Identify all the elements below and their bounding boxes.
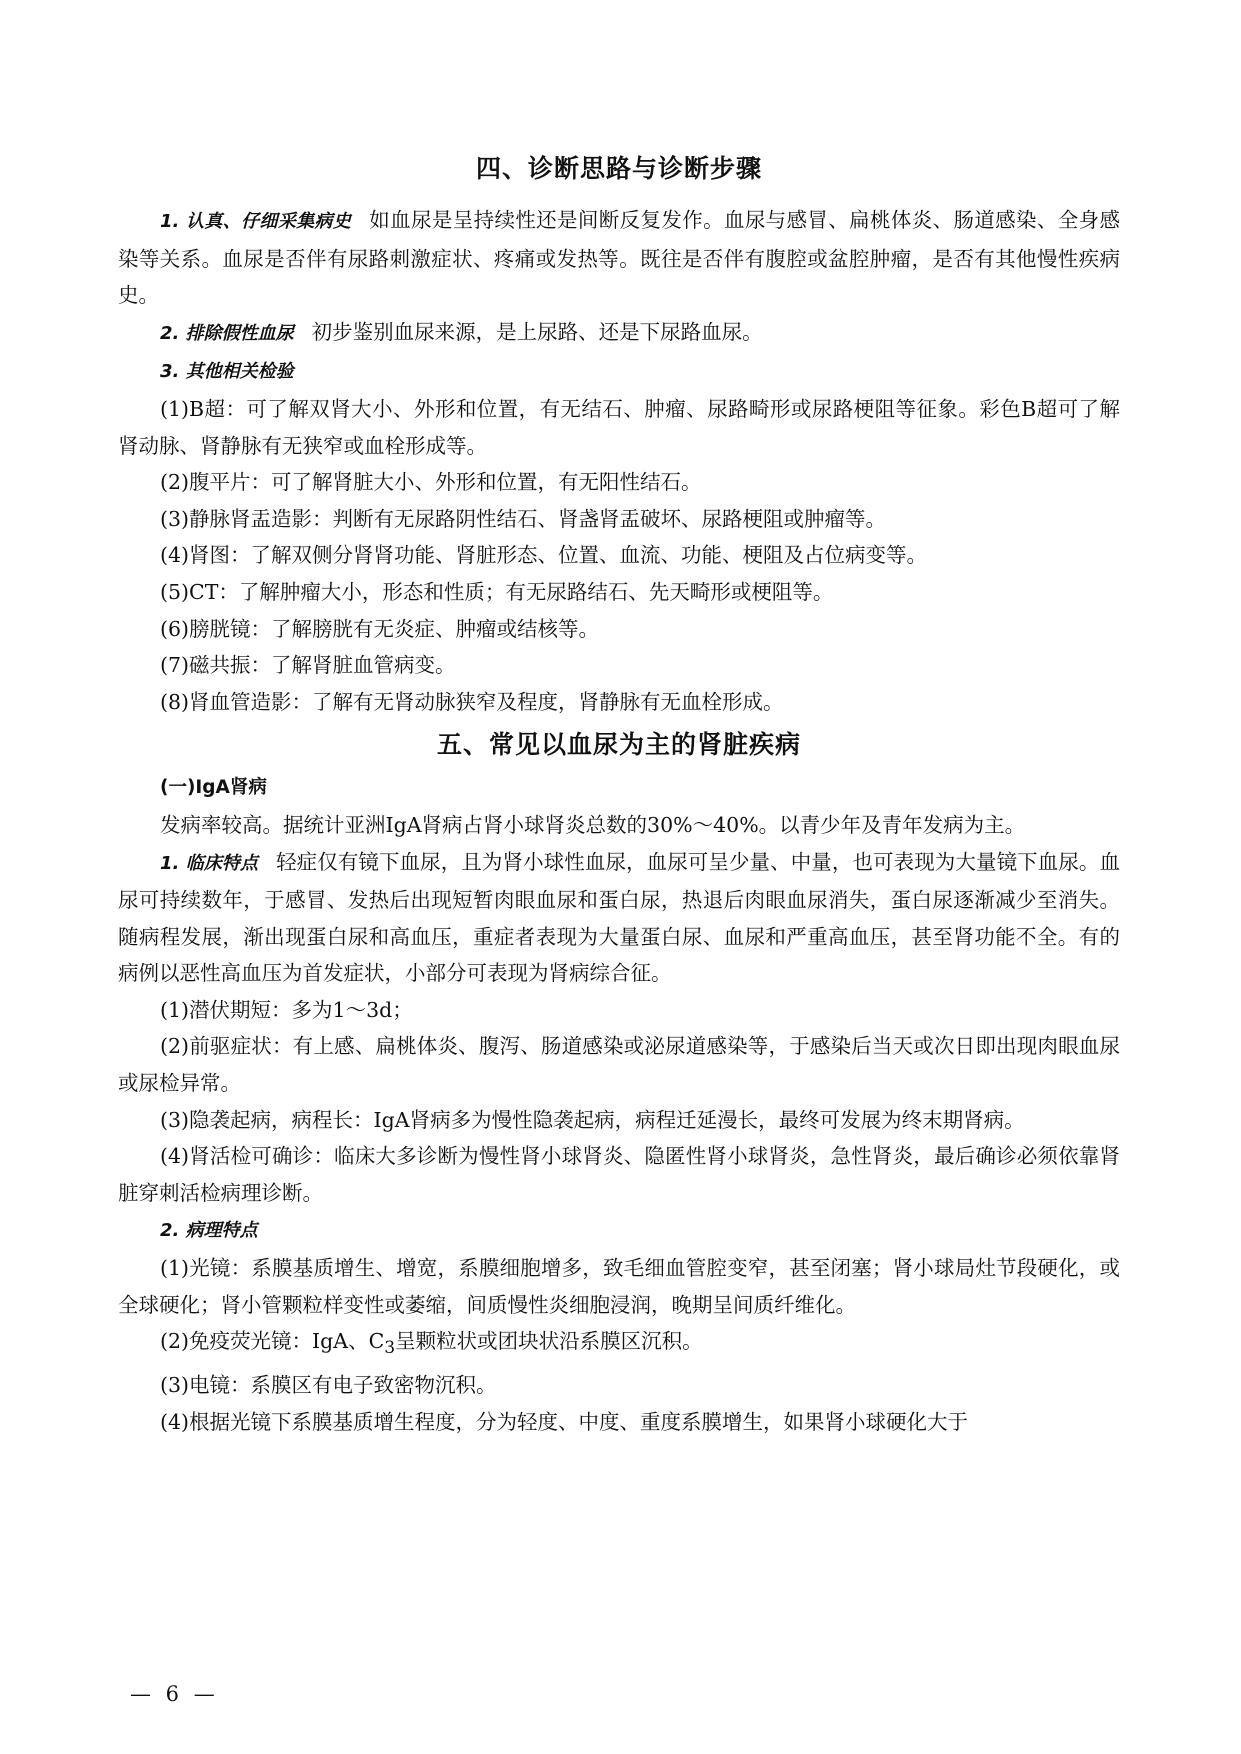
clinical-heading: 1. 临床特点	[160, 852, 259, 874]
item-text-exclude: 初步鉴别血尿来源，是上尿路、还是下尿路血尿。	[311, 319, 763, 344]
disease-intro: 发病率较高。据统计亚洲IgA肾病占肾小球肾炎总数的30%～40%。以青少年及青年发病为主。	[160, 812, 1026, 837]
immunofluorescence-suffix: 呈颗粒状或团块状沿系膜区沉积。	[395, 1329, 703, 1354]
clinical-item-prodrome: (2)前驱症状：有上感、扁桃体炎、腹泻、肠道感染或泌尿道感染等，于感染后当天或次日即出现肉眼血尿或尿检异常。	[118, 1034, 1120, 1096]
test-item-cystoscopy: (6)膀胱镜：了解膀胱有无炎症、肿瘤或结核等。	[160, 616, 600, 641]
paragraph-other-tests-heading	[118, 352, 1120, 391]
paragraph-clinical-features	[118, 844, 1120, 992]
paragraph-history	[118, 202, 1120, 314]
immunofluorescence-prefix: (2)免疫荧光镜：IgA、C	[160, 1329, 385, 1354]
section-5-title: 五、常见以血尿为主的肾脏疾病	[436, 730, 801, 760]
paragraph-exclude-false-hematuria	[118, 314, 1120, 353]
page-body	[118, 150, 1120, 1440]
pathology-item-light-microscopy: (1)光镜：系膜基质增生、增宽，系膜细胞增多，致毛细血管腔变窄，甚至闭塞；肾小球局灶节段硬化，或全球硬化；肾小管颗粒样变性或萎缩，间质慢性炎细胞浸润，晚期呈间质纤维化。	[118, 1256, 1120, 1317]
section-4-title: 四、诊断思路与诊断步骤	[475, 154, 762, 183]
disease-heading-paragraph	[118, 768, 1120, 807]
disease-heading: (一)IgA肾病	[160, 777, 267, 799]
item-heading-history: 1. 认真、仔细采集病史	[160, 211, 352, 232]
test-item-abdominal-xray: (2)腹平片：可了解肾脏大小、外形和位置，有无阳性结石。	[160, 470, 702, 495]
clinical-item-insidious-onset: (3)隐袭起病，病程长：IgA肾病多为慢性隐袭起病，病程迁延漫长，最终可发展为终末期肾病。	[160, 1107, 1025, 1132]
paragraph-pathology-heading	[118, 1211, 1120, 1250]
clinical-text: 轻症仅有镜下血尿，且为肾小球性血尿，血尿可呈少量、中量，也可表现为大量镜下血尿。血尿可持续数年，于感冒、发热后出现短暂肉眼血尿和蛋白尿，热退后肉眼血尿消失，蛋白尿逐渐减少至消失。随病程发展，渐出现蛋白尿和高血压，重症者表现为大量蛋白尿、血尿和严重高血压，甚至肾功能不全。有的病例以恶性高血压为首发症状，小部分可表现为肾病综合征。	[118, 849, 1120, 986]
item-text-history: 如血尿是呈持续性还是间断反复发作。血尿与感冒、扁桃体炎、肠道感染、全身感染等关系。血尿是否伴有尿路刺激症状、疼痛或发热等。既往是否伴有腹腔或盆腔肿瘤，是否有其他慢性疾病史。	[118, 208, 1120, 308]
immunofluorescence-subscript: 3	[384, 1338, 396, 1359]
pathology-item-electron-microscopy: (3)电镜：系膜区有电子致密物沉积。	[160, 1372, 497, 1397]
test-item-ivp: (3)静脉肾盂造影：判断有无尿路阴性结石、肾盏肾盂破坏、尿路梗阻或肿瘤等。	[160, 506, 887, 531]
test-item-b-ultrasound: (1)B超：可了解双肾大小、外形和位置，有无结石、肿瘤、尿路畸形或尿路梗阻等征象。彩色B超可了解肾动脉、肾静脉有无狭窄或血栓形成等。	[118, 396, 1120, 458]
page-number: — 6 —	[130, 1682, 219, 1706]
pathology-heading: 2. 病理特点	[160, 1220, 258, 1242]
test-item-angiography: (8)肾血管造影：了解有无肾动脉狭窄及程度，肾静脉有无血栓形成。	[160, 689, 784, 714]
clinical-item-biopsy: (4)肾活检可确诊：临床大多诊断为慢性肾小球肾炎、隐匿性肾小球肾炎，急性肾炎，最后确诊必须依靠肾脏穿刺活检病理诊断。	[118, 1144, 1120, 1205]
test-item-mri: (7)磁共振：了解肾脏血管病变。	[160, 653, 456, 678]
item-heading-other-tests: 3. 其他相关检验	[160, 361, 294, 383]
test-item-renogram: (4)肾图：了解双侧分肾肾功能、肾脏形态、位置、血流、功能、梗阻及占位病变等。	[160, 543, 928, 568]
clinical-item-incubation: (1)潜伏期短：多为1～3d；	[160, 997, 413, 1022]
item-heading-exclude: 2. 排除假性血尿	[160, 322, 294, 344]
test-item-ct: (5)CT：了解肿瘤大小，形态和性质；有无尿路结石、先天畸形或梗阻等。	[160, 579, 834, 604]
pathology-item-immunofluorescence	[118, 1323, 1120, 1367]
pathology-item-grading: (4)根据光镜下系膜基质增生程度，分为轻度、中度、重度系膜增生，如果肾小球硬化大于	[160, 1409, 969, 1434]
